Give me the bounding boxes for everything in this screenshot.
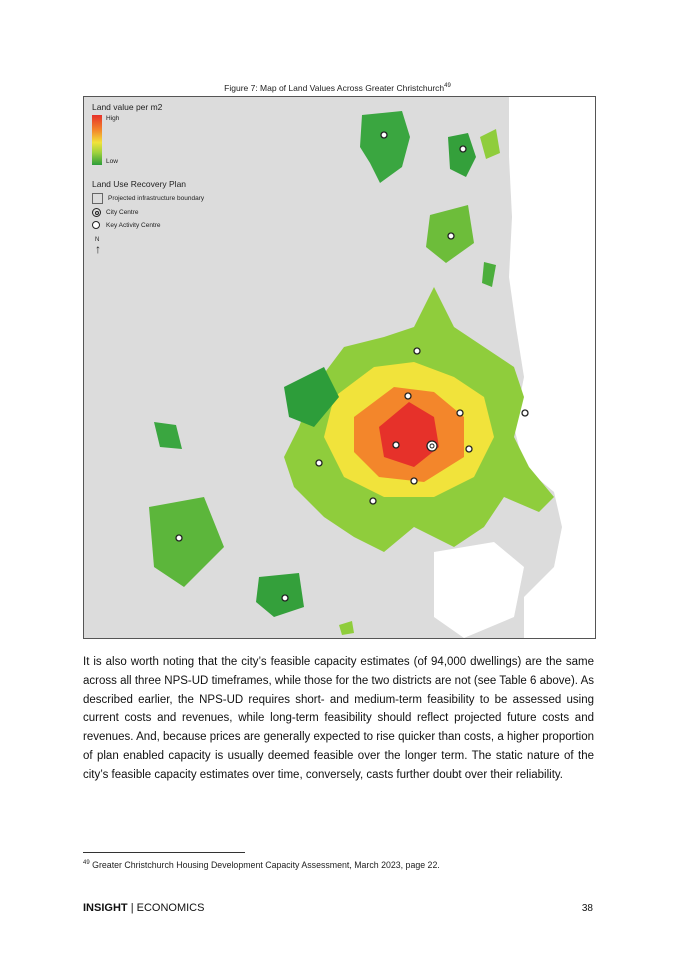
key-activity-centre-marker bbox=[460, 146, 466, 152]
body-paragraph: It is also worth noting that the city’s feasible capacity estimates (of 94,000 dwellings) are the same across all three NPS-UD timeframes, while those for the two districts are not (see Table 6 above). As described earlier, the NPS-UD requires short- and medium-term feasibility to be assessed using current costs and revenues, while long-term feasibility should reflect projected future costs and revenues. And, because prices are generally expected to rise quicker than costs, a higher proportion of plan enabled capacity is usually deemed feasible over the longer term. The static nature of the city’s feasible capacity estimates over time, conversely, casts further doubt over their reliability. bbox=[83, 656, 594, 781]
north-town-1 bbox=[360, 111, 410, 183]
legend-item-label: Key Activity Centre bbox=[106, 221, 161, 229]
west-town bbox=[154, 422, 182, 449]
small-patch bbox=[339, 621, 354, 635]
key-activity-centre-marker bbox=[316, 460, 322, 466]
southwest-town-1 bbox=[149, 497, 224, 587]
legend-item-city-centre bbox=[92, 208, 204, 217]
legend-item-key-activity bbox=[92, 221, 204, 229]
key-activity-centre-marker bbox=[411, 478, 417, 484]
key-activity-centre-marker bbox=[466, 446, 472, 452]
sea-area bbox=[509, 97, 595, 638]
caption-footnote-ref: 49 bbox=[444, 83, 451, 90]
legend-item-label: Projected infrastructure boundary bbox=[108, 195, 205, 202]
legend-section-title: Land Use Recovery Plan bbox=[92, 179, 187, 189]
key-activity-centre-icon bbox=[92, 221, 100, 229]
key-activity-centre-marker bbox=[176, 535, 182, 541]
footer-brand-rest: ECONOMICS bbox=[136, 902, 205, 914]
key-activity-centre-marker bbox=[448, 233, 454, 239]
key-activity-centre-marker bbox=[414, 348, 420, 354]
coastal-strip bbox=[482, 262, 496, 287]
footnote bbox=[83, 860, 440, 870]
footnote-number: 49 bbox=[83, 860, 90, 867]
harbour-land-white bbox=[434, 542, 524, 638]
legend-low-label: Low bbox=[106, 158, 118, 165]
key-activity-centre-marker bbox=[370, 498, 376, 504]
footer-brand bbox=[83, 902, 204, 914]
key-activity-centre-marker bbox=[282, 595, 288, 601]
caption-text: Figure 7: Map of Land Values Across Greater Christchurch bbox=[224, 83, 445, 93]
north-town-3 bbox=[480, 129, 500, 159]
key-activity-centre-marker bbox=[457, 410, 463, 416]
page-number: 38 bbox=[581, 903, 593, 914]
city-centre-marker bbox=[427, 441, 437, 451]
footnote-divider bbox=[83, 852, 245, 853]
north-town-2 bbox=[448, 133, 476, 177]
key-activity-centre-marker bbox=[393, 442, 399, 448]
boundary-swatch-icon bbox=[92, 193, 103, 204]
figure-caption bbox=[0, 83, 675, 93]
legend-item-boundary bbox=[92, 193, 204, 204]
north-label: N bbox=[95, 237, 100, 243]
key-activity-centre-marker bbox=[381, 132, 387, 138]
footnote-text: Greater Christchurch Housing Development Capacity Assessment, March 2023, page 22. bbox=[92, 860, 440, 870]
footer-brand-bold: INSIGHT bbox=[83, 902, 128, 914]
city-centre-icon bbox=[92, 208, 101, 217]
key-activity-centre-marker bbox=[405, 393, 411, 399]
legend-item-label: City Centre bbox=[106, 209, 139, 216]
south-town bbox=[256, 573, 304, 617]
legend-high-label: High bbox=[106, 115, 120, 122]
land-value-map bbox=[83, 96, 596, 639]
legend-ramp-row bbox=[92, 115, 204, 165]
map-legend bbox=[92, 102, 204, 255]
north-arrow-icon: ↑ bbox=[95, 242, 101, 256]
key-activity-centre-marker bbox=[522, 410, 528, 416]
footer-separator: | bbox=[130, 902, 134, 914]
legend-color-ramp bbox=[92, 115, 102, 165]
legend-title: Land value per m2 bbox=[92, 102, 163, 112]
north-arrow bbox=[92, 237, 204, 255]
